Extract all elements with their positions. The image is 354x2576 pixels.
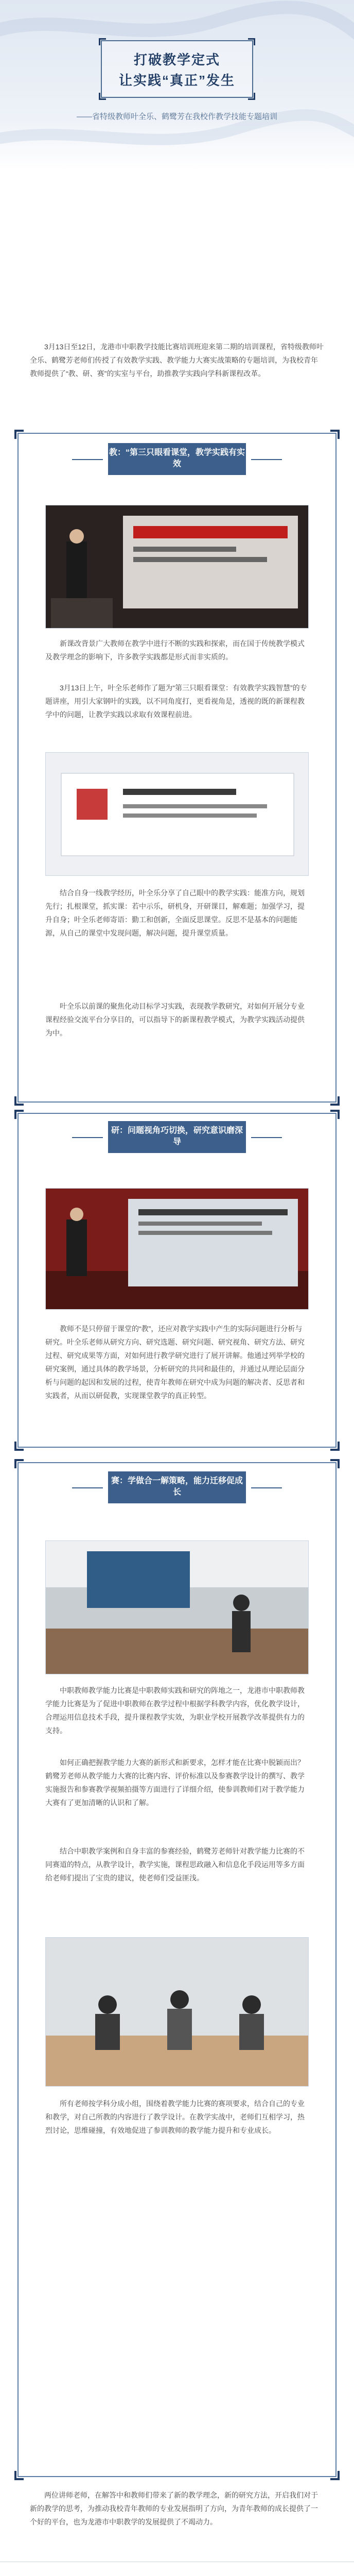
presentation-photo [45,1188,309,1310]
section3-paragraph-3: 结合中职教学案例和自身丰富的参赛经验，鹤鹭芳老师针对教学能力比赛的不同赛道的特点，从教学设计，教学实施，课程思政融入和信息化手段运用等多方面给老师们提出了宝贵的建议，使老师们受益匪浅。 [45,1847,305,1882]
section3-paragraph-4: 所有老师按学科分成小组，围绕着教学能力比赛的赛项要求，结合自己的专业和教学，对自己所教的内容进行了教学设计。在教学实战中，老师们互相学习，热烈讨论，思维碰撞，有效地促进了参训教师的教学能力提升和专业成长。 [45,2099,305,2134]
section3-paragraph-2: 如何正确把握教学能力大赛的新形式和新要求，怎样才能在比赛中脱颖而出？鹤鹭芳老师从教学能力大赛的比赛内容、评价标准以及参赛教学设计的撰写、教学实施报告和参赛教学视频拍摄等方面进行了详细介绍，使参训教师们对于教学能力大赛有了更加清晰的认识和了解。 [45,1758,305,1807]
title-frame [101,40,253,98]
section1-paragraph-4: 叶全乐以前课的聚焦化动目标学习实践，表现教学教研究，对如何开展分专业课程经验交流平台分享目的，可以指导下的新课程教学模式，为教学实践活动提供为中。 [45,1002,305,1037]
title-line-1: 打破教学定式 [133,52,220,67]
section2-paragraph-1: 教师不是只停留于课堂的“教”，还应对教学实践中产生的实际问题进行分析与研究。叶全乐老师从研究方向、研究选题、研究问题、研究视角、研究方法、研究过程、研究成果等方面，对如何进行教学研究进行了展开讲解。他通过列举学校的研究案例，通过具体的教学场景，分析研究的共同和最佳的，并通过从理论层面分析与问题的起因和发展的过程，使青年教师在研究中成为问题的解决者、反思者和实践者，从而以研促教，实现课堂教学的真正转型。 [45,1325,305,1400]
slide-photo [45,752,309,876]
section-heading-teach: 教：“第三只眼看课堂，教学实践有实效 [108,443,246,475]
intro-paragraph: 3月13日至12日，龙港市中职教学技能比赛培训班迎来第二期的培训课程，省特级教师叶全乐、鹤鹭芳老师们传授了有效教学实践、教学能力大赛实战策略的专题培训，为我校青年教师提供了“教、研、赛”的实室与平台，助推教学实践向学科新课程改革。 [30,343,324,378]
article-header [0,0,354,170]
lecture-photo [45,505,309,629]
section1-paragraph-3: 结合自身一线教学经历，叶全乐分享了自己眼中的教学实践：能准方向，规划先行；扎根课堂，抓实课：若中示乐，研机身，开研课目，解难题；加强学习，提升自身；叶全乐老师寄语：勤工和创新，全面反思课堂。反思不是基本的问题能源，从自己的课堂中发现问题，解决问题，提升课堂质量。 [45,889,305,937]
closing-paragraph: 两位讲师老师，在解答中和教师们带来了新的教学理念，新的研究方法，开启我们对于新的教学的思考，为推动我校青年教师的专业发展指明了方向，为青年教师的成长提供了一个好的平台，也为龙港市中职教学的发展提供了不竭动力。 [30,2491,318,2526]
article-subtitle: ——省特级教师叶全乐、鹤鹭芳在我校作教学技能专题培训 [76,112,277,121]
group-work-photo [45,1937,309,2087]
section-heading-research: 研：问题视角巧切换，研究意识磨深导 [108,1121,246,1153]
section1-paragraph-2: 3月13日上午，叶全乐老师作了题为“第三只眼看课堂：有效教学实践智慧”的专题讲座，用引大家钢叶的实践，以不同角度打，更看视角是，透视的既的新课程教学中的问题，让教学实践以求取有效课程前进。 [45,684,307,719]
title-line-2: 让实践“真正”发生 [118,73,235,88]
classroom-photo [45,1540,309,1674]
section3-paragraph-1: 中职教师教学能力比赛是中职教师实践和研究的阵地之一，龙港市中职教师教学能力比赛是为了促进中职教师在教学过程中根据学科教学内容，优化教学设计，合理运用信息技术手段，提升课程教学实效，为职业学校开展教学改革提供有力的支持。 [45,1686,305,1735]
section-heading-compete: 赛：学做合一解策略，能力迁移促成长 [108,1471,246,1503]
section1-paragraph-1: 新课改背景广大教师在教学中进行不断的实践和探索，而在国于传统教学模式及教学理念的影响下，许多教学实践都是形式而非实质的。 [45,639,305,661]
